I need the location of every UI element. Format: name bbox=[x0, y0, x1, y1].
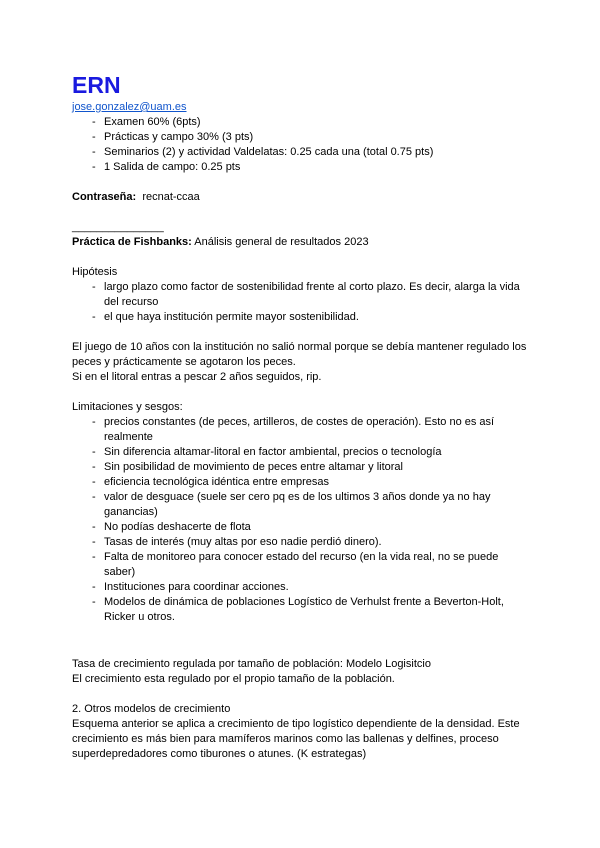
email-link[interactable]: jose.gonzalez@uam.es bbox=[72, 101, 187, 113]
document-page bbox=[72, 70, 532, 762]
list-item: - largo plazo como factor de sostenibilidad frente al corto plazo. Es decir, alarga la vida del recurso bbox=[72, 280, 520, 310]
section2-title: 2. Otros modelos de crecimiento bbox=[72, 703, 231, 715]
list-item: - Sin diferencia altamar-litoral en factor ambiental, precios o tecnología bbox=[72, 445, 520, 460]
separator: _______________ bbox=[72, 221, 164, 233]
growth-line1: Tasa de crecimiento regulada por tamaño de población: Modelo Logisitcio bbox=[72, 658, 431, 670]
hypothesis-list bbox=[72, 280, 532, 325]
practice-heading-bold: Práctica de Fishbanks: bbox=[72, 236, 192, 248]
game-paragraph: El juego de 10 años con la institución no salió normal porque se debía mantener regulado los peces y prácticamente se agotaron los peces. bbox=[72, 341, 527, 368]
limitations-label: Limitaciones y sesgos: bbox=[72, 401, 183, 413]
list-item: - Falta de monitoreo para conocer estado del recurso (en la vida real, no se puede saber) bbox=[72, 550, 520, 580]
practice-heading bbox=[72, 235, 532, 250]
list-item: - valor de desguace (suele ser cero pq es de los ultimos 3 años donde ya no hay ganancias) bbox=[72, 490, 520, 520]
grading-list bbox=[72, 115, 532, 175]
list-item: - Examen 60% (6pts) bbox=[72, 115, 520, 130]
password-line bbox=[72, 190, 532, 205]
page-title: ERN bbox=[72, 72, 121, 98]
list-item: - precios constantes (de peces, artilleros, de costes de operación). Esto no es así realmente bbox=[72, 415, 520, 445]
hypothesis-label: Hipótesis bbox=[72, 266, 118, 278]
list-item: - 1 Salida de campo: 0.25 pts bbox=[72, 160, 520, 175]
list-item: - Modelos de dinámica de poblaciones Logístico de Verhulst frente a Beverton-Holt, Ricker u otros. bbox=[72, 595, 520, 625]
password-value: recnat-ccaa bbox=[142, 191, 200, 203]
list-item: - eficiencia tecnológica idéntica entre empresas bbox=[72, 475, 520, 490]
list-item: - Tasas de interés (muy altas por eso nadie perdió dinero). bbox=[72, 535, 520, 550]
list-item: - el que haya institución permite mayor sostenibilidad. bbox=[72, 310, 520, 325]
list-item: - Seminarios (2) y actividad Valdelatas: 0.25 cada una (total 0.75 pts) bbox=[72, 145, 520, 160]
growth-line2: El crecimiento esta regulado por el propio tamaño de la población. bbox=[72, 673, 395, 685]
list-item: - Prácticas y campo 30% (3 pts) bbox=[72, 130, 520, 145]
section2-text: Esquema anterior se aplica a crecimiento de tipo logístico dependiente de la densidad. Este crecimiento es más bien para mamíferos marinos como las ballenas y delfines, proceso superdepredadores como tiburones o atunes. (K estrategas) bbox=[72, 718, 520, 760]
password-label: Contraseña: bbox=[72, 191, 137, 203]
list-item: - Sin posibilidad de movimiento de peces entre altamar y litoral bbox=[72, 460, 520, 475]
list-item: - Instituciones para coordinar acciones. bbox=[72, 580, 520, 595]
game-paragraph-line2: Si en el litoral entras a pescar 2 años seguidos, rip. bbox=[72, 371, 322, 383]
limitations-list bbox=[72, 415, 532, 625]
list-item: - No podías deshacerte de flota bbox=[72, 520, 520, 535]
practice-heading-rest: Análisis general de resultados 2023 bbox=[194, 236, 369, 248]
